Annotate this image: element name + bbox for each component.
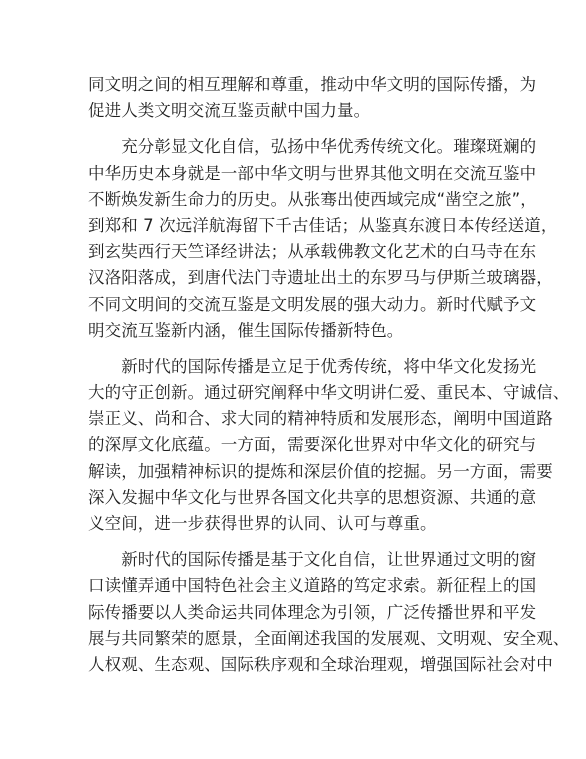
paragraph-1 [88,72,537,124]
text-line: 中华历史本身就是一部中华文明与世界其他文明在交流互鉴中 [88,163,537,183]
text-line: 口读懂弄通中国特色社会主义道路的笃定求索。新征程上的国 [88,576,537,596]
text-line: 到玄奘西行天竺译经讲法；从承载佛教文化艺术的白马寺在东 [88,242,537,262]
text-line: 深入发掘中华文化与世界各国文化共享的思想资源、共通的意 [88,487,537,507]
text-line: 新时代的国际传播是立足于优秀传统，将中华文化发扬光 [88,356,537,376]
article-body [88,72,570,678]
text-line: 新时代的国际传播是基于文化自信，让世界通过文明的窗 [88,550,537,570]
text-line: 崇正义、尚和合、求大同的精神特质和发展形态，阐明中国道路 [88,409,553,429]
paragraph-3 [88,354,570,537]
text-line: 不断焕发新生命力的历史。从张骞出使西域完成“凿空之旅”， [88,189,537,209]
text-line: 明交流互鉴新内涵，催生国际传播新特色。 [88,320,404,340]
text-line: 的深厚文化底蕴。一方面，需要深化世界对中华文化的研究与 [88,435,537,455]
text-line: 解读，加强精神标识的提炼和深层价值的挖掘。另一方面，需要 [88,461,553,481]
text-line: 充分彰显文化自信，弘扬中华优秀传统文化。璀璨斑斓的 [88,137,537,157]
paragraph-2 [88,134,558,344]
text-line: 人权观、生态观、国际秩序观和全球治理观，增强国际社会对中 [88,654,553,674]
text-line: 到郑和 7 次远洋航海留下千古佳话；从鉴真东渡日本传经送道， [88,215,558,235]
text-line: 促进人类文明交流互鉴贡献中国力量。 [88,101,371,121]
text-line: 汉洛阳落成，到唐代法门寺遗址出土的东罗马与伊斯兰玻璃器， [88,268,553,288]
text-line: 同文明之间的相互理解和尊重，推动中华文明的国际传播，为 [88,75,537,94]
text-line: 义空间，进一步获得世界的认同、认可与尊重。 [88,514,437,533]
text-line: 际传播要以人类命运共同体理念为引领，广泛传播世界和平发 [88,602,537,622]
paragraph-4 [88,547,570,678]
text-line: 大的守正创新。通过研究阐释中华文明讲仁爱、重民本、守诚信、 [88,383,570,403]
text-line: 展与共同繁荣的愿景，全面阐述我国的发展观、文明观、安全观、 [88,628,570,648]
text-line: 不同文明间的交流互鉴是文明发展的强大动力。新时代赋予文 [88,294,537,314]
